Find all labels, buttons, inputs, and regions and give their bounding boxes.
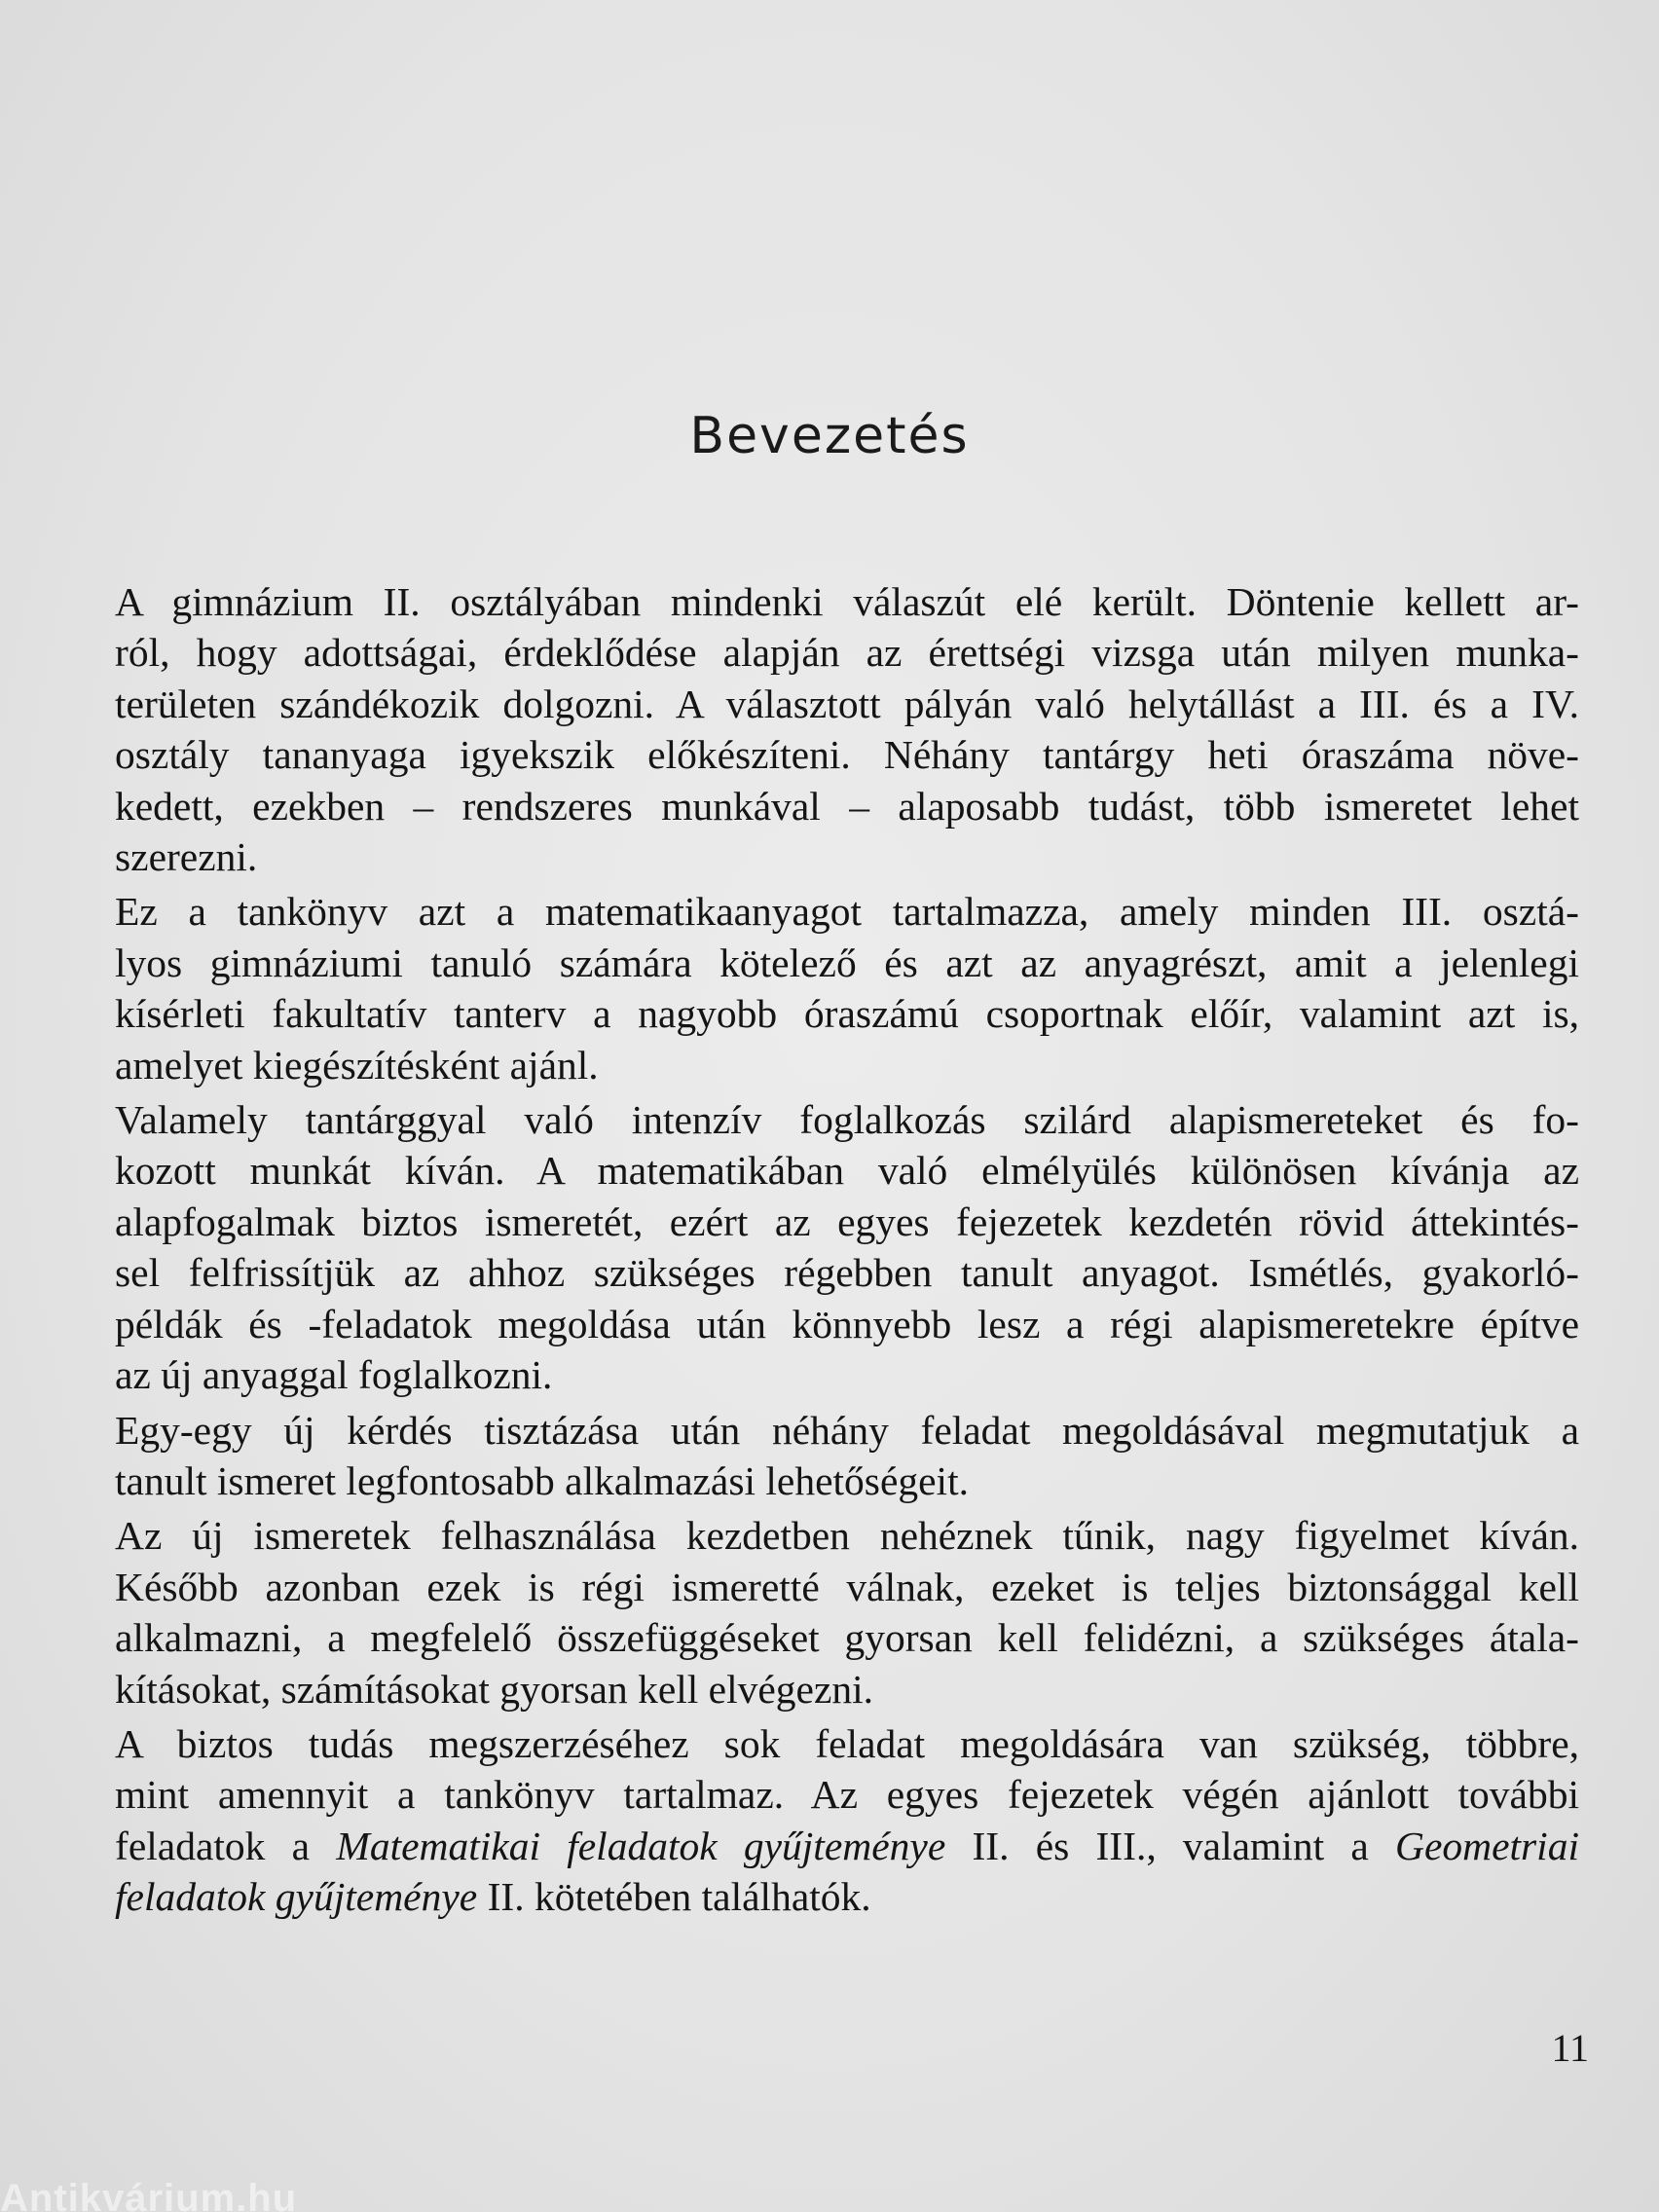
paragraph-6 <box>70 1718 1579 1923</box>
text-line: példák és -feladatok megoldása után könnyebb lesz a régi alapismeretekre építve <box>115 1301 1579 1346</box>
text-line: A biztos tudás megszerzéséhez sok feladat megoldására van szükség, többre, <box>115 1720 1579 1766</box>
text-line: osztály tananyaga igyekszik előkészíteni. Néhány tantárgy heti óraszáma növe- <box>115 732 1579 778</box>
book-title-math-collection: Matematikai feladatok gyűjteménye <box>336 1823 946 1868</box>
text-line: szerezni. <box>115 834 258 880</box>
body-text <box>70 576 1579 1927</box>
text-segment: II. kötetében találhatók. <box>477 1874 871 1920</box>
text-line <box>70 1871 1579 1922</box>
text-segment: feladatok a <box>115 1823 337 1868</box>
text-line: lyos gimnáziumi tanuló számára kötelező és azt az anyagrészt, amit a jelenlegi <box>115 940 1579 985</box>
paragraph-2 <box>70 886 1579 1090</box>
text-line: Valamely tantárggyal való intenzív foglalkozás szilárd alapismereteket és fo- <box>115 1097 1579 1143</box>
text-line: A gimnázium II. osztályában mindenki válaszút elé került. Döntenie kellett ar- <box>115 579 1579 624</box>
book-title-geometry-collection-part2: feladatok gyűjteménye <box>115 1874 478 1920</box>
text-line: mint amennyit a tankönyv tartalmaz. Az egyes fejezetek végén ajánlott további <box>115 1772 1579 1818</box>
text-line: alkalmazni, a megfelelő összefüggéseket gyorsan kell felidézni, a szükséges átala- <box>115 1615 1579 1661</box>
text-line: sel felfrissítjük az ahhoz szükséges régebben tanult anyagot. Ismétlés, gyakorló- <box>115 1250 1579 1296</box>
text-segment: II. és III., valamint a <box>945 1823 1395 1868</box>
text-line: kozott munkát kíván. A matematikában való elmélyülés különösen kívánja az <box>115 1148 1579 1194</box>
text-line <box>70 1821 1579 1871</box>
text-line: tanult ismeret legfontosabb alkalmazási lehetőségeit. <box>115 1457 969 1503</box>
text-line: Egy-egy új kérdés tisztázása után néhány feladat megoldásával megmutatjuk a <box>115 1407 1579 1453</box>
text-line: kedett, ezekben – rendszeres munkával – alaposabb tudást, több ismeretet lehet <box>115 783 1579 829</box>
book-title-geometry-collection-part1: Geometriai <box>1394 1823 1579 1868</box>
text-line: Az új ismeretek felhasználása kezdetben nehéznek tűnik, nagy figyelmet kíván. <box>115 1513 1579 1559</box>
text-line: kításokat, számításokat gyorsan kell elvégezni. <box>115 1666 874 1712</box>
text-line: alapfogalmak biztos ismeretét, ezért az egyes fejezetek kezdetén rövid áttekintés- <box>115 1198 1579 1244</box>
text-line: Később azonban ezek is régi ismeretté válnak, ezeket is teljes biztonsággal kell <box>115 1564 1579 1609</box>
paragraph-4 <box>70 1405 1579 1507</box>
text-line: ról, hogy adottságai, érdeklődése alapján az érettségi vizsga után milyen munka- <box>115 630 1579 676</box>
text-line: az új anyaggal foglalkozni. <box>115 1352 553 1398</box>
text-line: Ez a tankönyv azt a matematikaanyagot tartalmazza, amely minden III. osztá- <box>115 889 1579 935</box>
page-title: Bevezetés <box>689 407 970 465</box>
page-number: 11 <box>1551 2026 1589 2070</box>
watermark: Antikvárium.hu <box>0 2177 298 2212</box>
paragraph-3 <box>70 1094 1579 1400</box>
text-line: területen szándékozik dolgozni. A választott pályán való helytállást a III. és a IV. <box>115 681 1579 726</box>
paragraph-1 <box>70 576 1579 882</box>
paragraph-5 <box>70 1510 1579 1714</box>
text-line: kísérleti fakultatív tanterv a nagyobb óraszámú csoportnak előír, valamint azt is, <box>115 991 1579 1037</box>
text-line: amelyet kiegészítésként ajánl. <box>115 1042 599 1088</box>
